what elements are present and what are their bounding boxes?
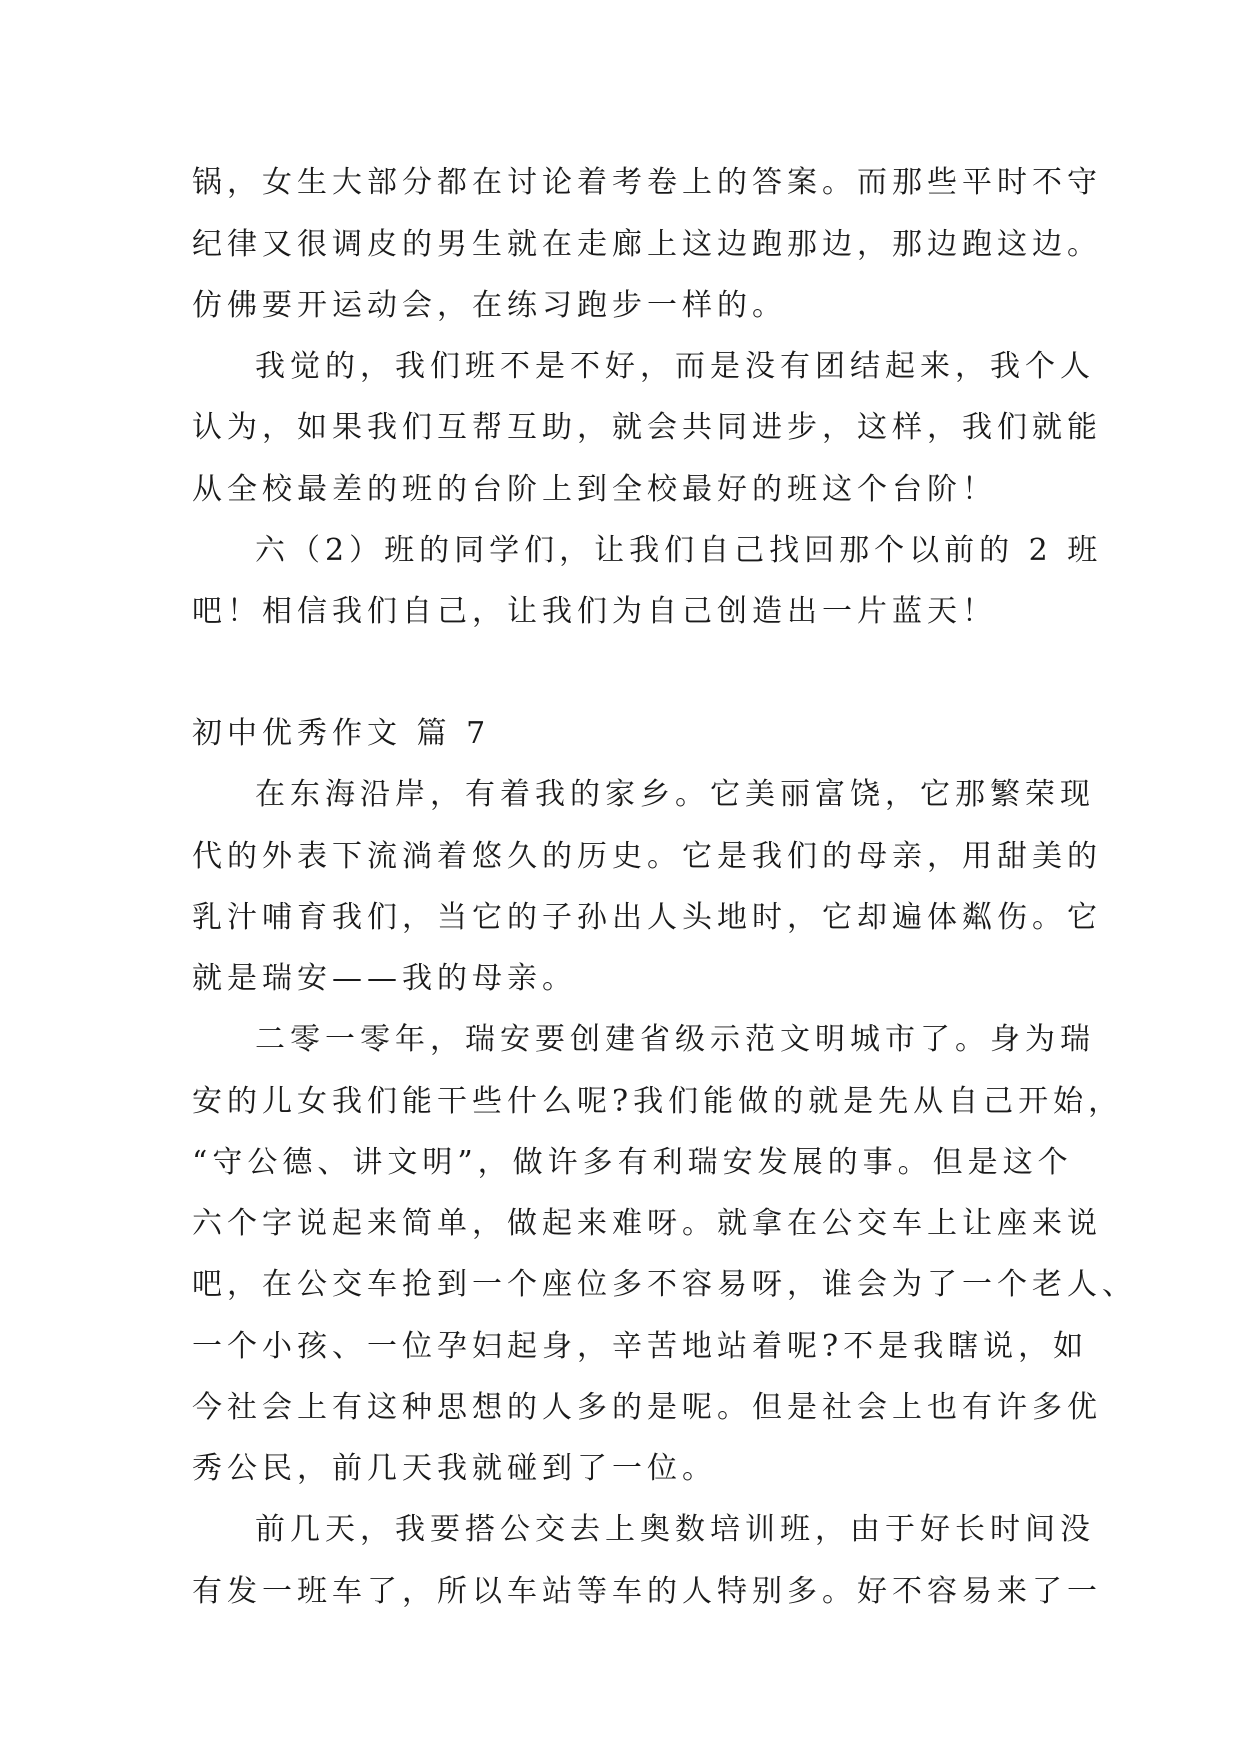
text-line: 乳汁哺育我们，当它的子孙出人头地时，它却遍体粼伤。它: [192, 900, 1102, 935]
text-line: “守公德、讲文明”，做许多有利瑞安发展的事。但是这个: [192, 1145, 1073, 1180]
text-line: 安的儿女我们能干些什么呢?我们能做的就是先从自己开始，: [192, 1084, 1124, 1119]
paragraph-first-line: 六（2）班的同学们，让我们自己找回那个以前的 2 班: [255, 533, 1103, 568]
text-line: 一个小孩、一位孕妇起身，辛苦地站着呢?不是我瞎说，如: [192, 1329, 1089, 1364]
essay-heading: 初中优秀作文 篇 7: [192, 716, 491, 751]
paragraph-first-line: 我觉的，我们班不是不好，而是没有团结起来，我个人: [255, 349, 1095, 384]
text-line: 仿佛要开运动会，在练习跑步一样的。: [192, 288, 787, 323]
text-line: 认为，如果我们互帮互助，就会共同进步，这样，我们就能: [192, 410, 1102, 445]
text-line: 六个字说起来简单，做起来难呀。就拿在公交车上让座来说: [192, 1206, 1102, 1241]
text-line: 有发一班车了，所以车站等车的人特别多。好不容易来了一: [192, 1574, 1102, 1609]
text-line: 秀公民，前几天我就碰到了一位。: [192, 1451, 717, 1486]
text-line: 纪律又很调皮的男生就在走廊上这边跑那边，那边跑这边。: [192, 227, 1102, 262]
paragraph-first-line: 二零一零年，瑞安要创建省级示范文明城市了。身为瑞: [255, 1022, 1095, 1057]
paragraph-first-line: 在东海沿岸，有着我的家乡。它美丽富饶，它那繁荣现: [255, 777, 1095, 812]
text-line: 吧！相信我们自己，让我们为自己创造出一片蓝天！: [192, 594, 997, 629]
text-line: 代的外表下流淌着悠久的历史。它是我们的母亲，用甜美的: [192, 839, 1102, 874]
text-line: 锅，女生大部分都在讨论着考卷上的答案。而那些平时不守: [192, 165, 1102, 200]
text-line: 今社会上有这种思想的人多的是呢。但是社会上也有许多优: [192, 1390, 1102, 1425]
text-line: 就是瑞安——我的母亲。: [192, 961, 577, 996]
text-line: 吧，在公交车抢到一个座位多不容易呀，谁会为了一个老人、: [192, 1267, 1137, 1302]
paragraph-first-line: 前几天，我要搭公交去上奥数培训班，由于好长时间没: [255, 1512, 1095, 1547]
text-line: 从全校最差的班的台阶上到全校最好的班这个台阶！: [192, 472, 997, 507]
